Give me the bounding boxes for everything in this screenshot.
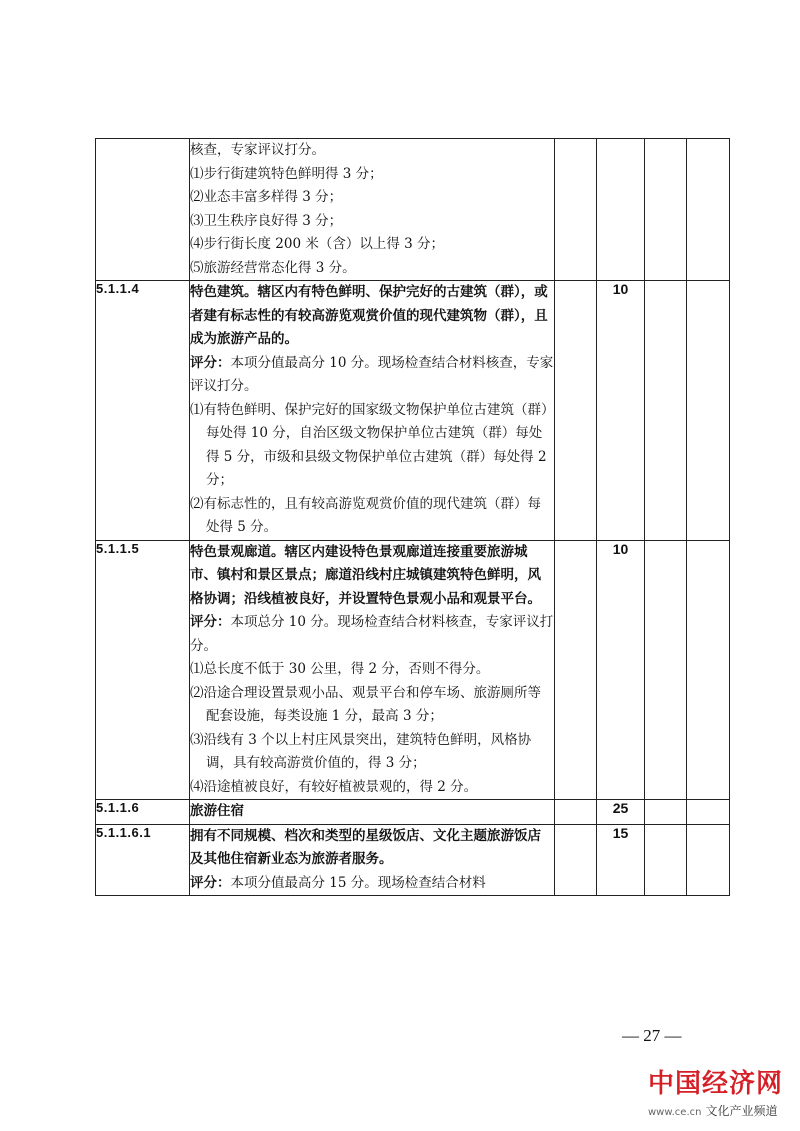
blank-cell — [687, 800, 730, 825]
item-content — [190, 800, 555, 825]
item-score: 15 — [597, 824, 645, 896]
item-code: 5.1.1.4 — [96, 281, 190, 541]
blank-cell — [645, 540, 687, 800]
scoring-item: ⑴步行街建筑特色鲜明得 3 分； — [190, 165, 383, 182]
item-code: 5.1.1.5 — [96, 540, 190, 800]
scoring-intro — [190, 139, 554, 163]
blank-cell — [645, 139, 687, 281]
blank-cell — [555, 824, 597, 896]
blank-cell — [555, 800, 597, 825]
blank-cell — [687, 824, 730, 896]
item-code — [96, 139, 190, 281]
blank-cell — [555, 540, 597, 800]
item-score: 10 — [597, 281, 645, 541]
scoring-text: 本项分值最高分 10 分。现场检查结合材料核查，专家评议打分。 — [190, 354, 554, 394]
scoring-label: 评分： — [190, 354, 231, 371]
blank-cell — [555, 281, 597, 541]
item-title: 拥有不同规模、档次和类型的星级饭店、文化主题旅游饭店及其他住宿新业态为旅游者服务。 — [190, 827, 541, 867]
item-title: 旅游住宿 — [190, 803, 244, 819]
table-row — [96, 139, 730, 281]
scoring-item: ⑵业态丰富多样得 3 分； — [190, 189, 343, 205]
watermark-brand: 中国经济网 — [648, 1069, 784, 1099]
scoring-item: ⑸旅游经营常态化得 3 分。 — [190, 259, 356, 276]
item-code: 5.1.1.6.1 — [96, 824, 190, 896]
scoring-label: 评分： — [190, 874, 231, 891]
scoring-text: 核查，专家评议打分。 — [190, 142, 325, 158]
table-row — [96, 824, 730, 896]
scoring-item: ⑵沿途合理设置景观小品、观景平台和停车场、旅游厕所等配套设施，每类设施 1 分，最高 3 分； — [190, 684, 541, 724]
scoring-label: 评分： — [190, 614, 231, 630]
table-row — [96, 281, 730, 541]
watermark-url: www.ce.cn — [648, 1107, 702, 1118]
item-content — [190, 824, 555, 896]
watermark-channel: 文化产业频道 — [705, 1104, 778, 1118]
item-score: 25 — [597, 800, 645, 825]
table-row — [96, 800, 730, 825]
table-row — [96, 540, 730, 800]
blank-cell — [645, 281, 687, 541]
scoring-intro — [190, 611, 554, 658]
blank-cell — [687, 139, 730, 281]
blank-cell — [555, 139, 597, 281]
scoring-item: ⑴总长度不低于 30 公里，得 2 分，否则不得分。 — [190, 661, 490, 677]
blank-cell — [687, 540, 730, 800]
scoring-item: ⑷沿途植被良好，有较好植被景观的，得 2 分。 — [190, 778, 478, 795]
watermark-subline — [648, 1104, 794, 1120]
blank-cell — [645, 824, 687, 896]
item-score — [597, 139, 645, 281]
page-number: — 27 — — [622, 1026, 682, 1045]
blank-cell — [645, 800, 687, 825]
scoring-item: ⑴有特色鲜明、保护完好的国家级文物保护单位古建筑（群）每处得 10 分，自治区级文物保护单位古建筑（群）每处得 5 分，市级和县级文物保护单位古建筑（群）每处得 2 分； — [190, 401, 548, 488]
scoring-intro — [190, 352, 554, 399]
scoring-item: ⑵有标志性的，且有较高游览观赏价值的现代建筑（群）每处得 5 分。 — [190, 495, 541, 535]
item-title: 特色景观廊道。辖区内建设特色景观廊道连接重要旅游城市、镇村和景区景点；廊道沿线村庄城镇建筑特色鲜明，风格协调；沿线植被良好，并设置特色景观小品和观景平台。 — [190, 543, 541, 607]
scoring-item: ⑶卫生秩序良好得 3 分； — [190, 212, 343, 229]
scoring-item: ⑶沿线有 3 个以上村庄风景突出，建筑特色鲜明，风格协调，具有较高游赏价值的，得 3 分； — [190, 731, 532, 771]
watermark-logo — [648, 1070, 794, 1126]
item-title: 特色建筑。辖区内有特色鲜明、保护完好的古建筑（群），或者建有标志性的有较高游览观赏价值的现代建筑物（群），且成为旅游产品的。 — [190, 284, 548, 347]
scoring-table — [95, 138, 730, 896]
item-code: 5.1.1.6 — [96, 800, 190, 825]
scoring-intro — [190, 872, 554, 896]
scoring-text: 本项总分 10 分。现场检查结合材料核查，专家评议打分。 — [190, 614, 554, 654]
item-content — [190, 281, 555, 541]
item-content — [190, 139, 555, 281]
scoring-item: ⑷步行街长度 200 米（含）以上得 3 分； — [190, 236, 445, 252]
item-score: 10 — [597, 540, 645, 800]
blank-cell — [687, 281, 730, 541]
item-content — [190, 540, 555, 800]
scoring-text: 本项分值最高分 15 分。现场检查结合材料 — [230, 874, 486, 891]
